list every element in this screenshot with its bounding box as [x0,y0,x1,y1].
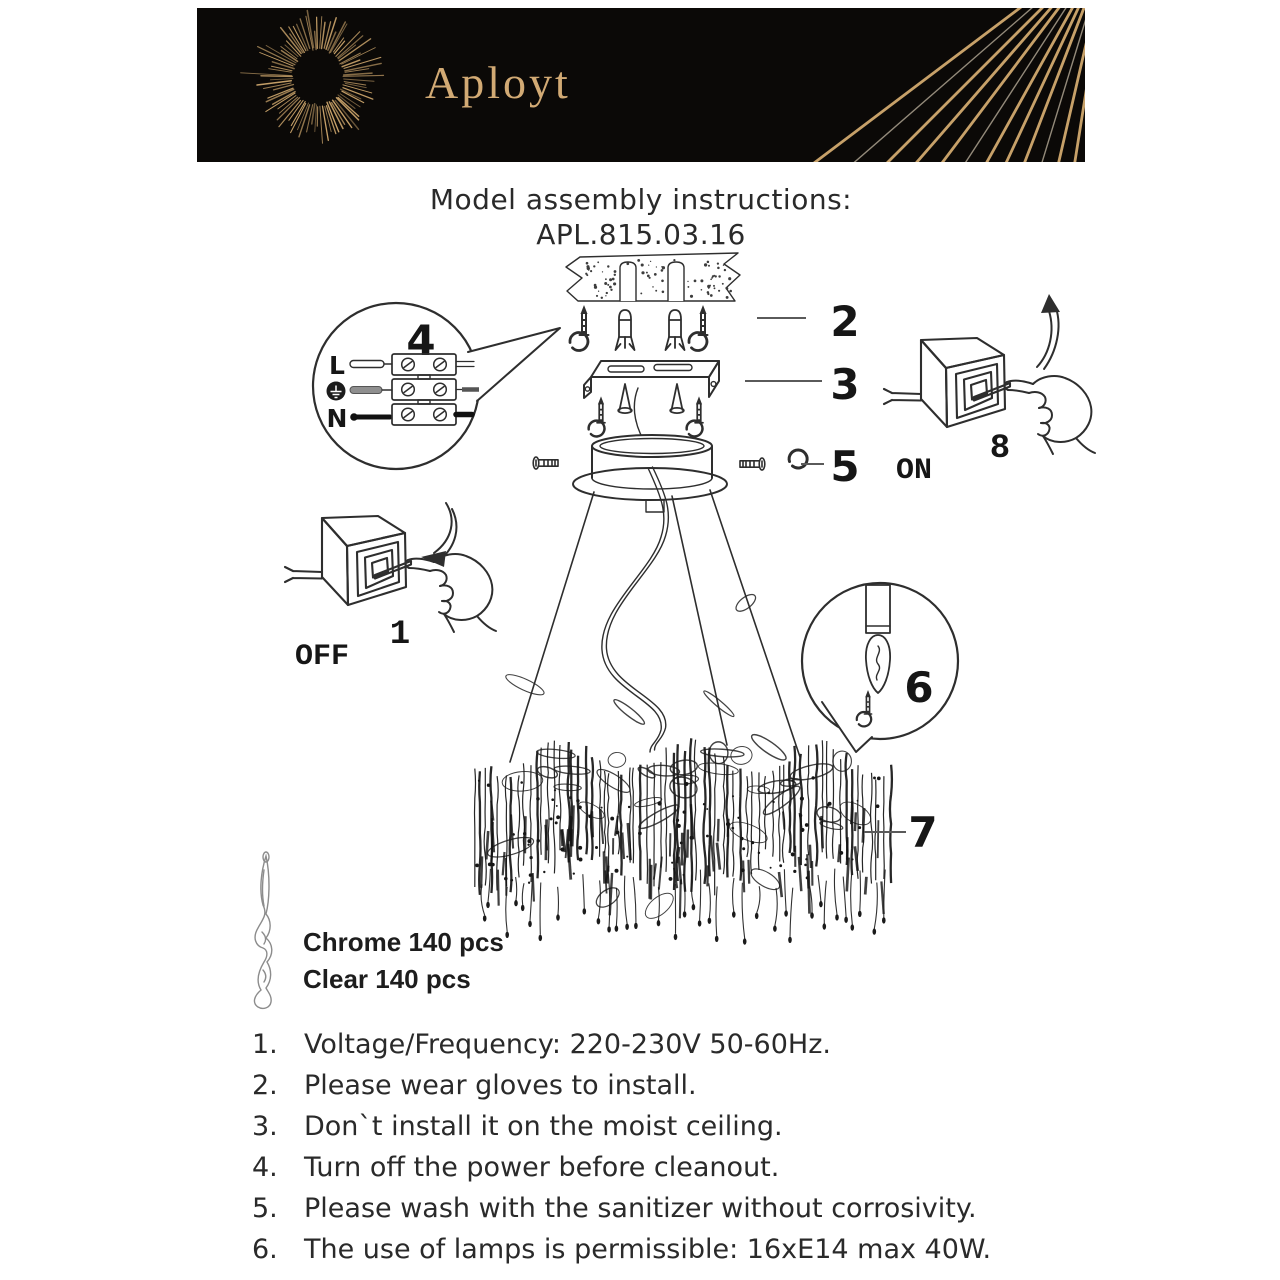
label-8: 8 [989,430,1011,468]
item-number: 6. [252,1234,278,1265]
label-1: 1 [389,616,411,654]
item-number: 3. [252,1111,278,1142]
parts-chrome: Chrome 140 pcs [303,927,504,957]
label-5: 5 [830,442,860,491]
switch-on-label: ON [895,454,933,488]
item-text: Turn off the power before cleanout. [304,1152,780,1183]
label-7: 7 [908,808,938,857]
item-text: Please wash with the sanitizer without corrosivity. [304,1193,977,1224]
label-4: 4 [406,316,436,365]
mounting-bracket [584,361,719,398]
neutral-wire-label: N [326,404,348,433]
list-item [252,1229,1072,1270]
bracket-screws [589,384,703,436]
switch-off-label: OFF [294,640,350,674]
model-code: APL.815.03.16 [536,218,746,251]
list-item [252,1024,1072,1065]
item-text: The use of lamps is permissible: 16xE14 max 40W. [304,1234,992,1265]
parts-clear: Clear 140 pcs [303,964,471,994]
power-cord [602,467,669,752]
list-item [252,1065,1072,1106]
brand-logo-text: Aployt [425,57,571,108]
list-item [252,1106,1072,1147]
item-text: Please wear gloves to install. [304,1070,697,1101]
label-2: 2 [830,297,860,346]
crystal-strand-icon [254,852,271,1008]
ceiling-slab [566,253,740,301]
label-6: 6 [904,663,934,712]
instruction-list [252,1024,1072,1270]
label-3: 3 [830,360,860,409]
item-text: Don`t install it on the moist ceiling. [304,1111,783,1142]
wiring-detail-callout [313,303,560,469]
list-item [252,1147,1072,1188]
switch-off-illustration [285,503,496,632]
list-item [252,1188,1072,1229]
page-title: Model assembly instructions: [429,183,853,216]
live-wire-label: L [329,351,345,380]
arrow-up-icon [1037,308,1059,369]
ceiling-texture [585,259,732,299]
item-text: Voltage/Frequency: 220-230V 50-60Hz. [304,1029,831,1060]
item-number: 4. [252,1152,278,1183]
item-number: 5. [252,1193,278,1224]
item-number: 1. [252,1029,278,1060]
item-number: 2. [252,1070,278,1101]
suspension-lines [510,490,800,762]
bulb-detail-callout [802,583,958,752]
anchors-and-hooks [570,305,708,351]
